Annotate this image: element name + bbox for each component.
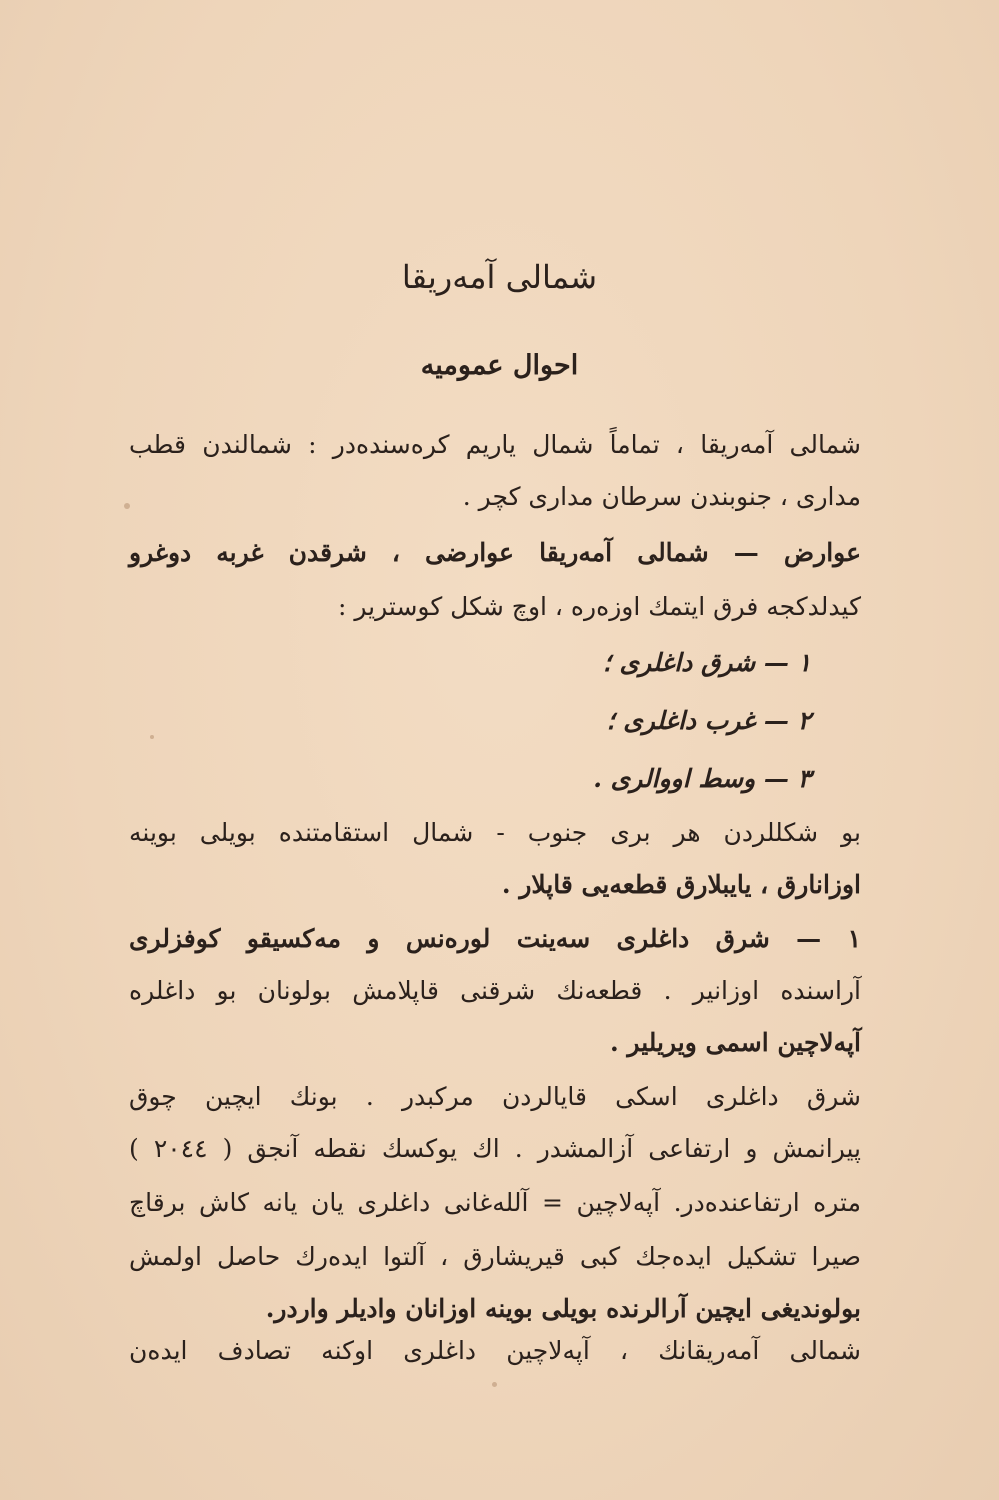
text-line: شمالی آمه‌ریقا ، تماماً شمال یاریم کره‌سنده‌در : شمالندن قطب xyxy=(129,430,861,459)
text-line: شرق داغلری اسکی قایالردن مرکبدر . بونك ایچین چوق xyxy=(129,1082,861,1111)
text-line: مداری ، جنوبندن سرطان مداری کچر . xyxy=(462,482,861,511)
list-item: ٢ — غرب داغلری ؛ xyxy=(606,706,811,735)
text-line: بولوندیغی ایچین آرالرنده بویلی بوینه اوزانان وادیلر واردر. xyxy=(265,1294,861,1323)
list-item: ١ — شرق داغلری ؛ xyxy=(602,648,811,677)
section-heading: احوال عمومیه xyxy=(420,350,579,381)
text-line: متره ارتفاعنده‌در. آپه‌لاچین = آلله‌غانی داغلری یان یانه کاش برقاچ xyxy=(129,1188,861,1217)
paper-speck xyxy=(124,503,130,509)
text-line: کیدلدکجه فرق ایتمك اوزه‌ره ، اوچ شکل کوستریر : xyxy=(338,592,861,621)
text-line: آپه‌لاچین اسمی ویریلیر . xyxy=(610,1028,861,1057)
text-line: آراسنده اوزانیر . قطعه‌نك شرقنی قاپلامش بولونان بو داغلره xyxy=(129,976,861,1005)
paper-speck xyxy=(150,735,154,739)
text-line: صیرا تشکیل ایده‌جك کبی قیریشارق ، آلتوا ایده‌رك حاصل اولمش xyxy=(129,1242,861,1271)
paper-speck xyxy=(492,1382,497,1387)
list-item: ٣ — وسط اووالری . xyxy=(593,764,811,793)
page-title: شمالی آمه‌ریقا xyxy=(401,258,598,296)
text-line: شمالی آمه‌ریقانك ، آپه‌لاچین داغلری اوکنه تصادف ایده‌ن xyxy=(129,1336,861,1365)
text-line: پیرانمش و ارتفاعی آزالمشدر . اك یوکسك نقطه آنجق ( ٢٠٤٤ ) xyxy=(129,1134,861,1163)
text-line: ١ — شرق داغلری سه‌ینت لوره‌نس و مه‌کسیقو کوفزلری xyxy=(129,924,861,953)
text-line: اوزانارق ، یایبلارق قطعه‌یی قاپلار . xyxy=(501,870,861,899)
text-line: عوارض — شمالی آمه‌ریقا عوارضی ، شرقدن غربه دوغرو xyxy=(129,538,861,567)
text-line: بو شکللردن هر بری جنوب - شمال استقامتنده بویلی بوینه xyxy=(129,818,861,847)
